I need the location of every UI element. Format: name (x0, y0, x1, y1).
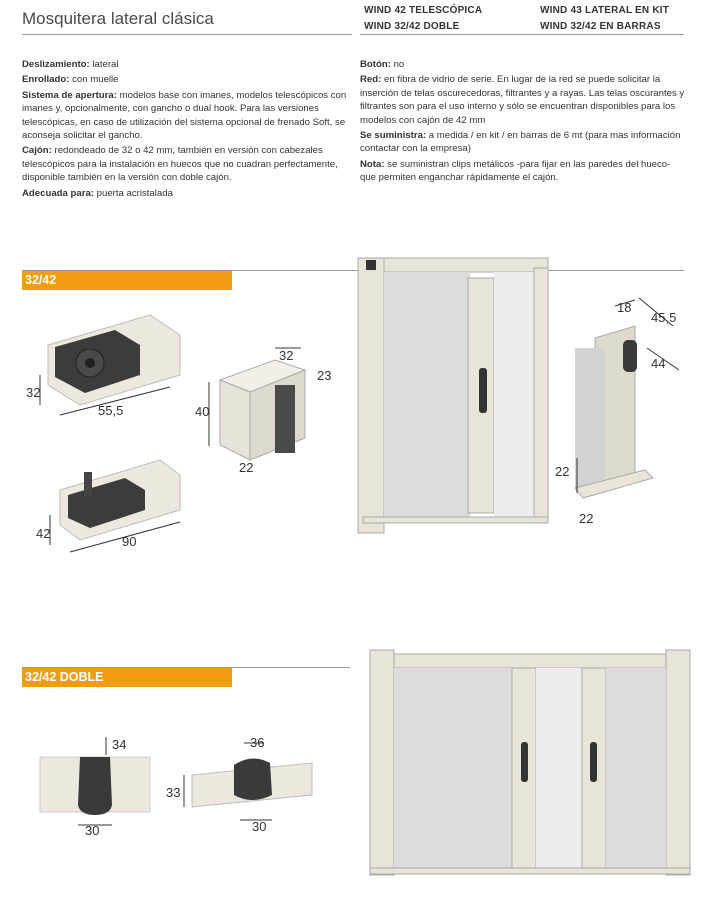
box-cassette (358, 258, 384, 533)
spec-item (360, 58, 686, 71)
opening (536, 668, 582, 868)
spec-item (360, 158, 686, 185)
dim-label: 23 (317, 368, 332, 383)
spec-label: Enrollado: (22, 74, 70, 86)
spring-axis (85, 358, 95, 368)
profile-illustration (195, 340, 340, 480)
pin (84, 472, 92, 497)
spec-text: en fibra de vidrio de serie. En lugar de la red se puede solicitar la inserción de telas oscurecedoras, filtrantes y a rayas. Las telas oscurantes y filtrantes son para el uso interno y sólo se encuentran disponibles para los modelos con cajón de 42 mm (360, 74, 685, 126)
left-handle (521, 742, 528, 782)
side-clip (623, 340, 637, 372)
spec-text: no (390, 59, 405, 70)
spec-label: Sistema de apertura: (22, 89, 117, 101)
dim-label: 42 (36, 526, 51, 541)
double-clip-angled-illustration (166, 735, 322, 835)
divider (22, 34, 352, 35)
dim-label: 32 (279, 348, 294, 363)
bottom-cap-illustration (30, 460, 190, 555)
handle (479, 368, 487, 413)
spec-label: Deslizamiento: (22, 59, 90, 70)
spec-text: puerta acristalada (93, 187, 173, 199)
dim-label: 22 (555, 464, 570, 479)
double-mosquito-door-illustration (370, 650, 690, 880)
spec-text: modelos base con imanes, modelos telescópicos con imanes y, opcionalmente, con gancho o dual hook. Para las versiones telescópicas, en caso de utilización del sistema opcional de frenado Soft, se aconseja solicitar el gancho. (22, 89, 347, 142)
spec-label: Se suministra: (360, 130, 427, 142)
divider (22, 270, 684, 271)
profile-side (220, 380, 250, 460)
spec-item (22, 73, 347, 86)
mesh-left (394, 668, 512, 868)
spec-label: Adecuada para: (22, 187, 94, 199)
spec-text: con muelle (69, 74, 119, 86)
right-handle (590, 742, 597, 782)
side-rail (534, 268, 548, 523)
spec-column-right (360, 58, 686, 187)
spec-label: Nota: (360, 158, 385, 170)
dim-label: 30 (85, 823, 100, 838)
dim-label: 90 (122, 534, 137, 549)
dim-label: 22 (239, 460, 254, 475)
dim-label: 40 (195, 404, 210, 419)
spec-label: Botón: (360, 59, 391, 70)
dim-label: 33 (166, 785, 181, 800)
spec-item (22, 58, 347, 71)
divider (360, 34, 684, 35)
spec-item (22, 89, 347, 143)
model-name: WIND 32/42 EN BARRAS (540, 21, 661, 32)
section-header-32-42: 32/42 (22, 271, 232, 290)
bottom-rail (370, 868, 690, 874)
dim-label: 45,5 (651, 310, 677, 325)
spec-item (360, 73, 686, 127)
page-title: Mosquitera lateral clásica (22, 9, 214, 28)
top-cap (366, 260, 376, 270)
spec-item (22, 144, 347, 184)
spec-item (360, 129, 686, 156)
dim-label: 34 (112, 737, 127, 752)
dim-label: 18 (617, 300, 632, 315)
top-rail (363, 258, 548, 272)
dim-label: 44 (651, 356, 666, 371)
left-cassette (370, 650, 394, 875)
mosquito-door-illustration (358, 258, 548, 533)
mesh (384, 272, 470, 517)
dim-label: 22 (579, 511, 594, 526)
side-mesh (575, 348, 605, 488)
mesh-right (606, 668, 666, 868)
model-name: WIND 32/42 DOBLE (364, 21, 460, 32)
section-header-32-42-doble: 32/42 DOBLE (22, 668, 232, 687)
model-name: WIND 42 TELESCÓPICA (364, 5, 483, 16)
side-profile-illustration (555, 298, 695, 528)
spec-label: Cajón: (22, 145, 52, 157)
model-name: WIND 43 LATERAL EN KIT (540, 5, 670, 16)
right-cassette (666, 650, 690, 875)
spec-text: lateral (89, 59, 119, 70)
opening (494, 272, 534, 517)
bottom-rail (363, 517, 548, 523)
spec-text: se suministran clips metálicos -para fijar en las paredes del hueco- que permiten enganchar rápidamente el cajón. (360, 158, 671, 184)
spec-text: a medida / en kit / en barras de 6 mt (para mas información contactar con la empresa) (360, 130, 681, 155)
spec-label: Red: (360, 74, 382, 86)
box-cap-illustration (26, 305, 190, 425)
profile-channel (275, 385, 295, 453)
top-rail (370, 654, 690, 668)
double-clip-illustration (40, 735, 155, 838)
center-clip (234, 758, 272, 800)
spec-column-left (22, 58, 347, 202)
dim-label: 36 (250, 735, 265, 750)
center-clip (78, 757, 112, 815)
dim-label: 32 (26, 385, 41, 400)
dim-label: 30 (252, 819, 267, 834)
spec-text: redondeado de 32 o 42 mm, también en versión con cabezales telescópicos para la instalación en huecos que no cuadran perfectamente, disponible también en la versión con doble cajón. (22, 145, 338, 184)
spec-item (22, 187, 347, 200)
dim-label: 55,5 (98, 403, 124, 418)
